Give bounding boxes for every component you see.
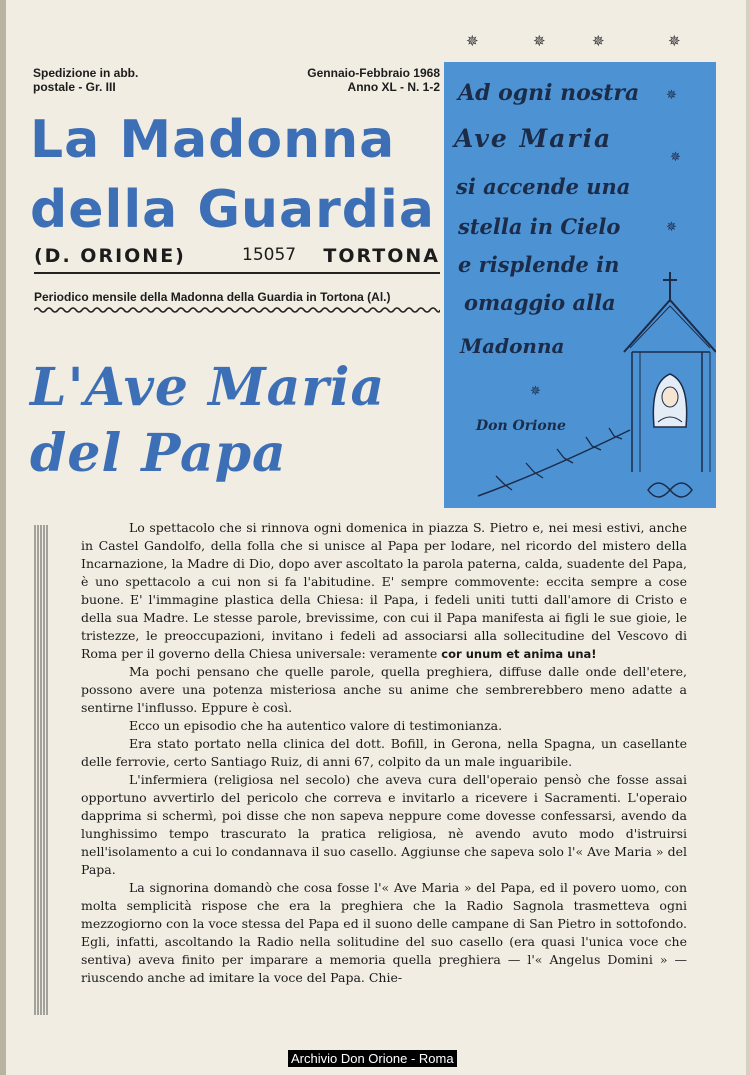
star-icon: ✵: [668, 32, 681, 50]
city-name: TORTONA: [323, 245, 440, 267]
article-paragraph: Ma pochi pensano che quelle parole, quella preghiera, diffuse dalle onde dell'etere, possono avere una potenza misteriosa anche su anime che sembrerebbero meno adatte a sentirne l'influsso. Eppure è così.: [81, 664, 687, 715]
archive-footer: Archivio Don Orione - Roma: [288, 1050, 457, 1067]
masthead-subtitle: [34, 243, 440, 269]
wheat-branch-icon: [474, 422, 634, 502]
zip-code: 15057: [242, 245, 297, 265]
star-icon: ✵: [533, 32, 546, 50]
paragraph-text: Lo spettacolo che si rinnova ogni domenica in piazza S. Pietro e, nei mesi estivi, anche in Castel Gandolfo, della folla che si unisce al Papa per lodare, nel ricordo del mistero della Incarnazione, la Madre di Dio, dopo aver ascoltato la parola paterna, calda, suadente del Papa, è uno spettacolo a cui non si fa l'abitudine. E' sempre commovente: eccita sempre a cose buone. E' l'immagine plastica della Chiesa: il Papa, i fedeli uniti tutti dall'amore di Cristo e della sua Madre. Le stesse parole, brevissime, con cui il Papa manifesta ai figli le sue gioie, le tristezze, le preoccupazioni, invitano i fedeli ad associarsi alla sollecitudine del Vescovo di Roma per il governo della Chiesa universale: veramente: [81, 520, 687, 661]
knot-ornament-icon: [648, 483, 692, 497]
quote-line-2: Ave Maria: [454, 124, 613, 153]
issue-number: Anno XL - N. 1-2: [347, 80, 440, 94]
article-paragraph: Ecco un episodio che ha autentico valore di testimonianza.: [129, 718, 503, 733]
quote-line-6: omaggio alla: [464, 290, 616, 315]
page-right-edge: [746, 0, 750, 1075]
article-paragraph: Era stato portato nella clinica del dott. Bofill, in Gerona, nella Spagna, un casellante delle ferrovie, certo Santiago Ruiz, di anni 67, colpito da un male inguaribile.: [81, 736, 687, 769]
article-headline-line-2: del Papa: [30, 423, 287, 484]
quote-box: [444, 62, 716, 508]
star-icon: ✵: [666, 220, 677, 235]
shipping-line-1: Spedizione in abb.: [33, 66, 139, 80]
issue-date: Gennaio-Febbraio 1968: [307, 66, 440, 80]
masthead-title-line-2: della Guardia: [30, 180, 435, 240]
star-icon: ✵: [670, 150, 681, 165]
periodical-description: Periodico mensile della Madonna della Guardia in Tortona (Al.): [34, 290, 391, 304]
quote-line-4: stella in Cielo: [458, 214, 621, 239]
quote-line-3: si accende una: [456, 174, 631, 199]
masthead-divider: [34, 272, 440, 274]
star-icon: ✵: [666, 88, 677, 103]
publisher-name: (D. ORIONE): [34, 245, 186, 267]
star-icon: ✵: [530, 384, 541, 399]
wavy-divider: [34, 306, 440, 314]
star-icon: ✵: [466, 32, 479, 50]
decorative-side-bars: [33, 525, 49, 1015]
quote-signature: Don Orione: [476, 418, 566, 434]
shipping-info: [33, 66, 138, 94]
page-binding-edge: [0, 0, 6, 1075]
article-paragraph: [81, 519, 687, 663]
quote-line-7: Madonna: [460, 334, 565, 358]
quote-line-1: Ad ogni nostra: [458, 80, 640, 106]
article-paragraph: La signorina domandò che cosa fosse l'« Ave Maria » del Papa, ed il povero uomo, con molta semplicità rispose che era la preghiera che la Radio Sagnola trasmetteva ogni mezzogiorno con la voce stessa del Papa ed il suono delle campane di San Pietro in sottofondo. Egli, infatti, ascoltando la Radio nella solitudine del suo casello (era quasi l'unica voce che sentiva) aveva finito per imparare a memoria quella preghiera — l'« Angelus Domini » — riuscendo anche ad imitare la voce del Papa. Chie-: [81, 880, 687, 985]
article-body: [81, 519, 687, 987]
masthead-title-line-1: La Madonna: [30, 110, 396, 170]
shipping-line-2: postale - Gr. III: [33, 80, 116, 94]
article-paragraph: L'infermiera (religiosa nel secolo) che aveva cura dell'operaio pensò che fosse assai opportuno avvertirlo del pericolo che correva e invitarlo a ricevere i Sacramenti. L'operaio dapprima si schermì, poi disse che non sapeva neppure come dovesse confessarsi, avendo da lunghissimo tempo trascurato la pratica religiosa, nè avendo avuto modo d'istruirsi nell'isolamento a cui lo condannava il suo casello. Aggiunse che sapeva solo l'« Ave Maria » del Papa.: [81, 772, 687, 877]
quote-line-5: e risplende in: [458, 252, 620, 277]
star-icon: ✵: [592, 32, 605, 50]
madonna-icon: [653, 374, 686, 427]
latin-motto: cor unum et anima una!: [441, 647, 597, 661]
issue-info: [260, 66, 440, 94]
article-headline-line-1: L'Ave Maria: [30, 357, 386, 418]
